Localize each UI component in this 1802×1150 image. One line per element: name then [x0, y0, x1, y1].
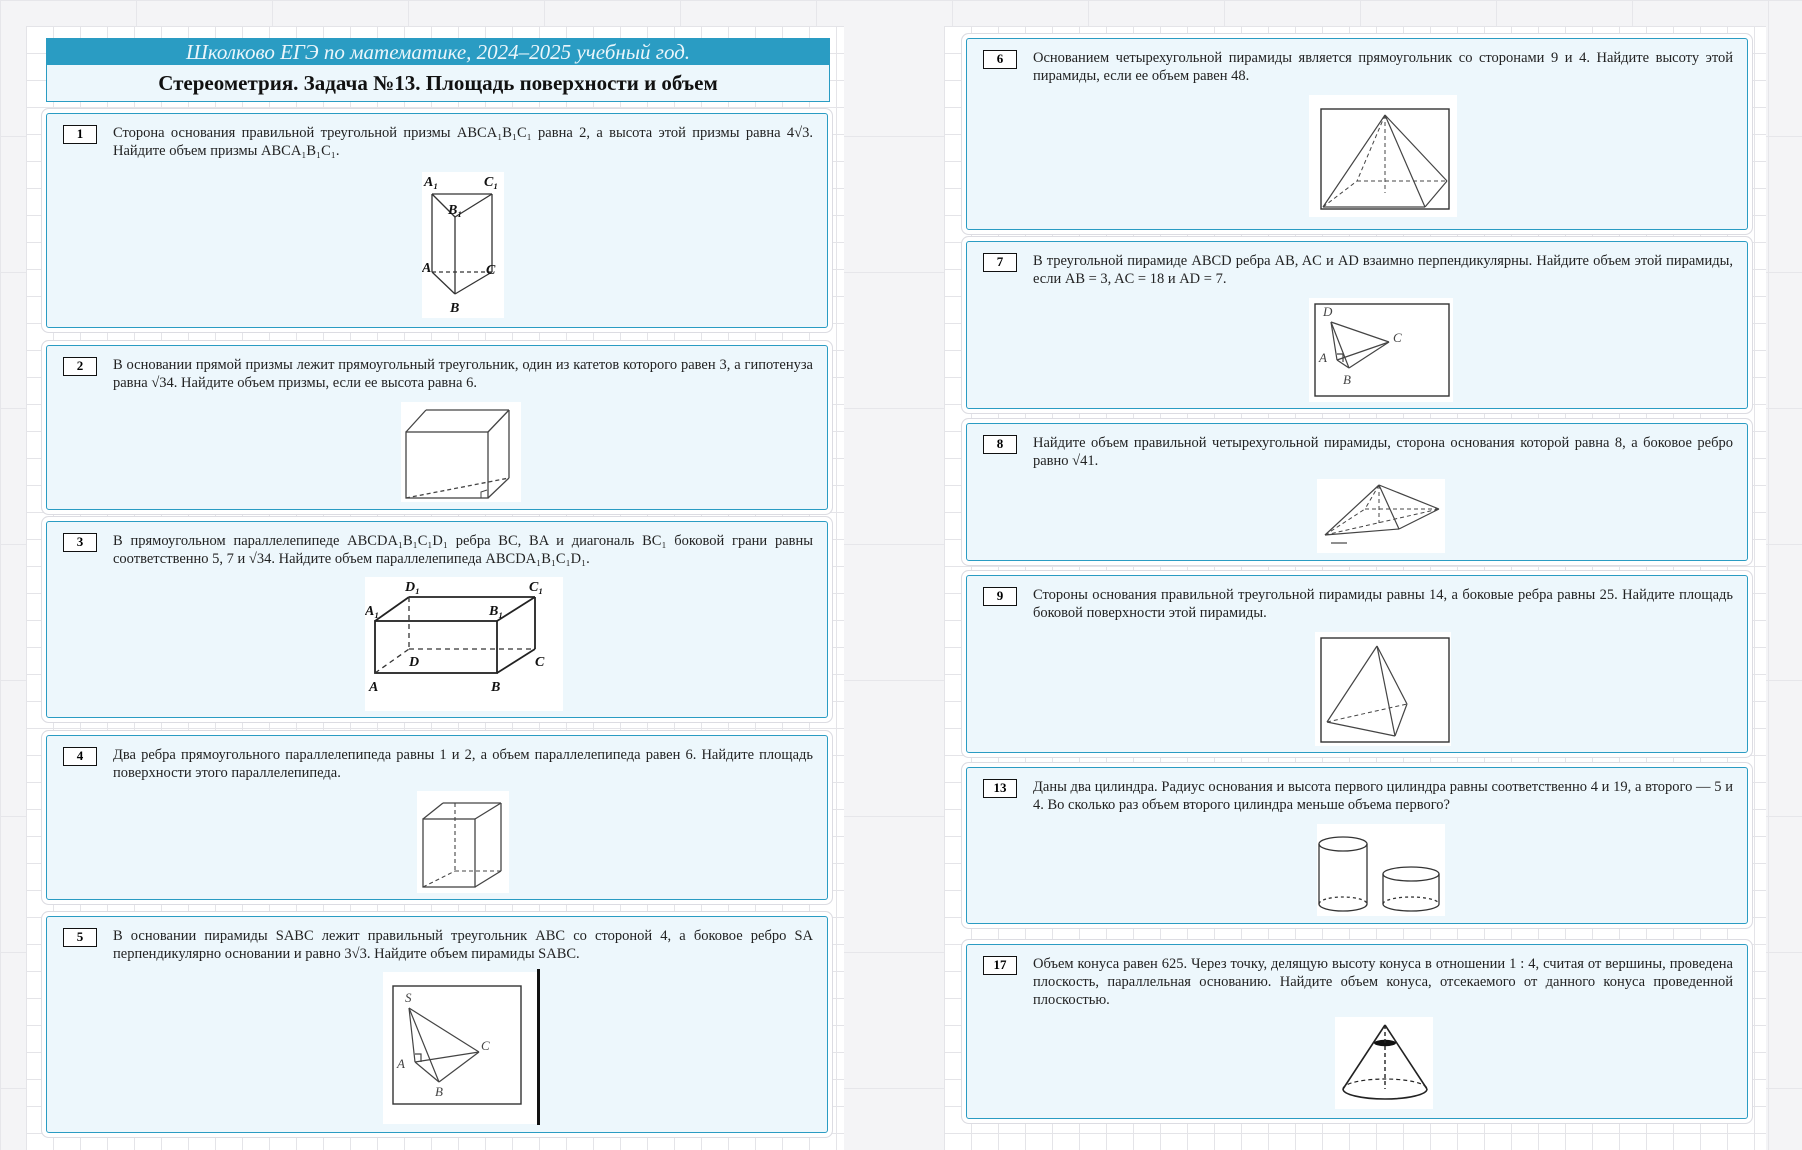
label-C: C [481, 1038, 490, 1053]
problem-text: В основании пирамиды SABC лежит правильный треугольник ABC со стороной 4, а боковое ребро SA перпендикулярно основании и равно 3√3. Найдите объем пирамиды SABC. [113, 928, 813, 962]
problem-number: 13 [983, 779, 1017, 798]
figure-pyramid-sabc [383, 972, 539, 1124]
problem-text: Найдите объем правильной четырехугольной пирамиды, сторона основания которой равна 8, а боковое ребро равно √41. [1033, 435, 1733, 469]
vertical-rule [537, 969, 540, 1125]
problem-number: 1 [63, 125, 97, 144]
page-title: Стереометрия. Задача №13. Площадь поверхности и объем [158, 71, 718, 95]
label-A: A [1319, 350, 1327, 365]
problem-number: 9 [983, 587, 1017, 606]
label-B1: B₁ [489, 604, 504, 619]
problem-card-6 [966, 38, 1748, 230]
problem-text: Два ребра прямоугольного параллелепипеда равны 1 и 2, а объем параллелепипеда равен 6. Найдите площадь поверхности этого параллелепипеда. [113, 747, 813, 781]
label-C1: C₁ [484, 175, 499, 190]
label-B: B [435, 1084, 443, 1099]
header-subtitle: Школково ЕГЭ по математике, 2024–2025 учебный год. [47, 39, 829, 65]
label-S: S [405, 990, 412, 1005]
problem-card-9 [966, 575, 1748, 753]
problem-number: 2 [63, 357, 97, 376]
figure-pyramid-abcd [1309, 298, 1453, 402]
problem-card-7 [966, 241, 1748, 409]
label-B: B [450, 301, 460, 316]
label-B: B [491, 680, 501, 695]
label-A1: A₁ [365, 604, 380, 619]
label-D: D [409, 655, 420, 670]
problem-number: 17 [983, 956, 1017, 975]
problem-number: 8 [983, 435, 1017, 454]
label-C: C [486, 263, 496, 278]
problem-card-5 [46, 916, 828, 1133]
figure-right-prism [401, 402, 521, 502]
problem-text: Основанием четырехугольной пирамиды является прямоугольник со сторонами 9 и 4. Найдите высоту этой пирамиды, если ее объем равен 48. [1033, 50, 1733, 84]
problem-card-2 [46, 345, 828, 510]
problem-card-8 [966, 423, 1748, 561]
problem-text: Сторона основания правильной треугольной призмы ABCA₁B₁C₁ равна 2, а высота этой призмы равна 4√3. Найдите объем призмы ABCA₁B₁C₁. [113, 125, 813, 159]
figure-rectangular-pyramid [1309, 95, 1457, 217]
problem-card-13 [966, 767, 1748, 924]
problem-card-4 [46, 735, 828, 900]
label-B: B [1343, 372, 1351, 387]
figure-cone [1335, 1017, 1433, 1109]
label-A: A [369, 680, 379, 695]
label-D1: D₁ [405, 580, 420, 595]
figure-box [417, 791, 509, 893]
problem-number: 6 [983, 50, 1017, 69]
label-A: A [397, 1056, 405, 1071]
figure-triangular-prism [422, 172, 504, 318]
figure-parallelepiped [365, 577, 563, 711]
document-header [46, 38, 830, 102]
problem-number: 4 [63, 747, 97, 766]
problem-number: 7 [983, 253, 1017, 272]
label-A: A [422, 261, 432, 276]
problem-card-1 [46, 113, 828, 328]
problem-card-3 [46, 521, 828, 718]
problem-text: В треугольной пирамиде ABCD ребра AB, AC и AD взаимно перпендикулярны. Найдите объем этой пирамиды, если AB = 3, AC = 18 и AD = 7. [1033, 253, 1733, 287]
label-A1: A₁ [424, 175, 439, 190]
problem-number: 3 [63, 533, 97, 552]
figure-quad-pyramid [1317, 479, 1445, 553]
label-C: C [535, 655, 545, 670]
problem-number: 5 [63, 928, 97, 947]
figure-two-cylinders [1317, 824, 1445, 916]
problem-text: Стороны основания правильной треугольной пирамиды равны 14, а боковые ребра равны 25. Найдите площадь боковой поверхности этой пирамиды. [1033, 587, 1733, 621]
label-B1: B₁ [448, 203, 463, 218]
label-C: C [1393, 330, 1402, 345]
problem-text: В основании прямой призмы лежит прямоугольный треугольник, один из катетов которого равен 3, а гипотенуза равна √34. Найдите объем призмы, если ее высота равна 6. [113, 357, 813, 391]
problem-text: Объем конуса равен 625. Через точку, делящую высоту конуса в отношении 1 : 4, считая от вершины, проведена плоскость, параллельная основанию. Найдите объем конуса, отсекаемого от данного конуса проведенной плоскостью. [1033, 956, 1733, 1008]
figure-triangular-pyramid [1315, 632, 1451, 746]
problem-text: Даны два цилиндра. Радиус основания и высота первого цилиндра равны соответственно 4 и 19, а второго — 5 и 4. Во сколько раз объем второго цилиндра меньше объема первого? [1033, 779, 1733, 813]
problem-card-17 [966, 944, 1748, 1119]
label-C1: C₁ [529, 580, 544, 595]
problem-text: В прямоугольном параллелепипеде ABCDA₁B₁C₁D₁ ребра BC, BA и диагональ BC₁ боковой грани равны соответственно 5, 7 и √34. Найдите объем параллелепипеда ABCDA₁B₁C₁D₁. [113, 533, 813, 567]
label-D: D [1323, 304, 1333, 319]
